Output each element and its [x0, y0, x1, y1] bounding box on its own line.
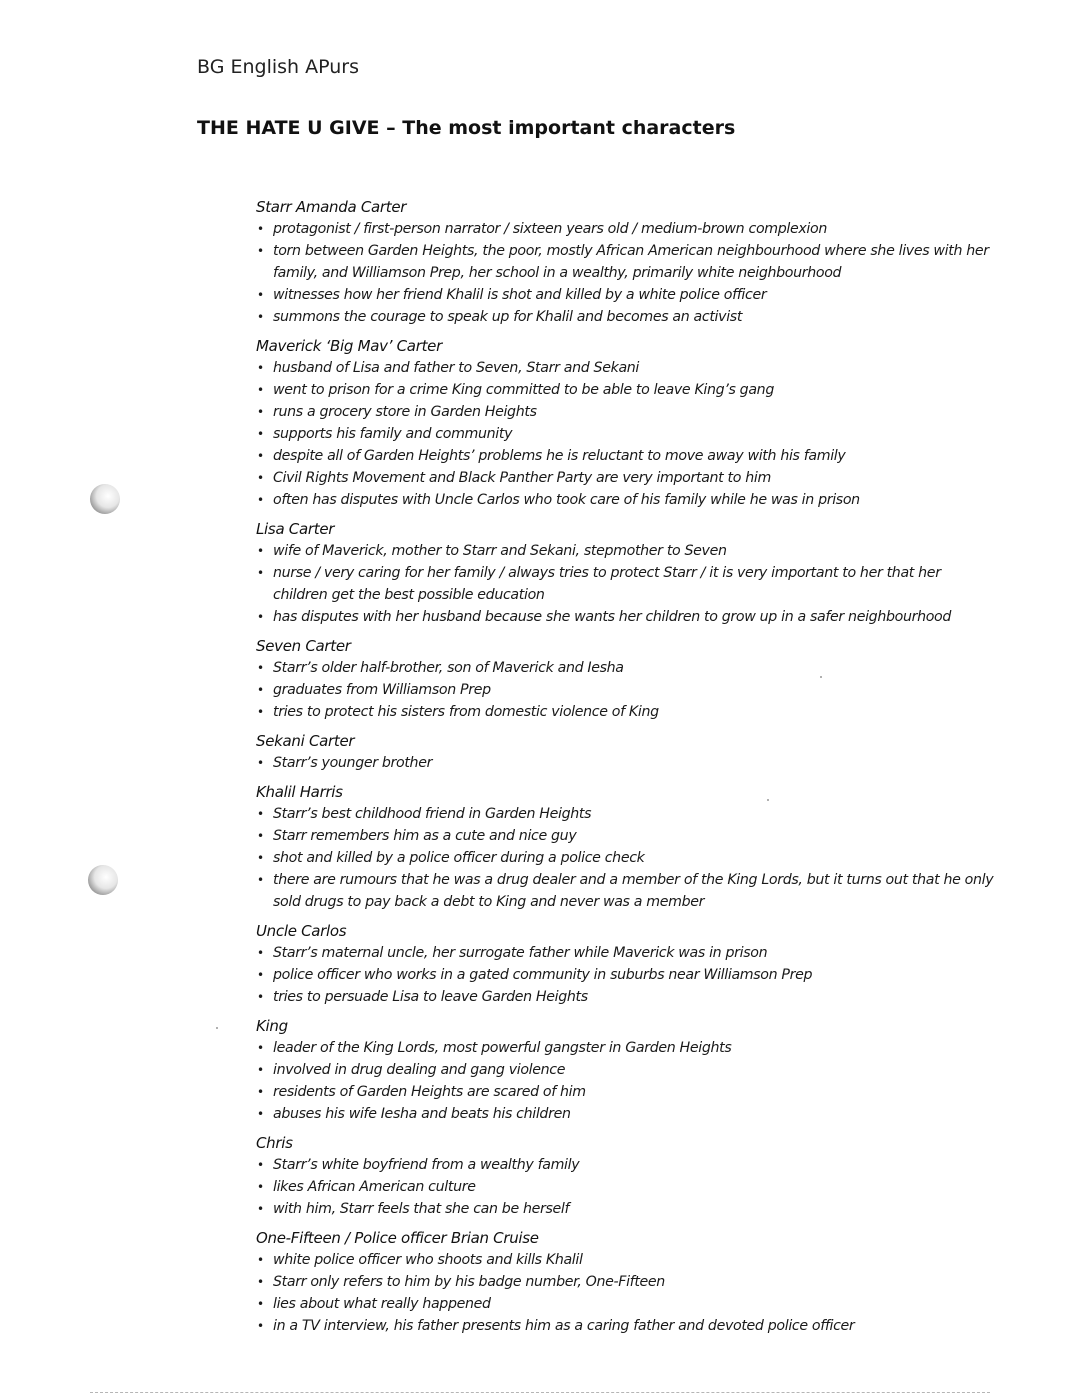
- bullet-icon: •: [257, 661, 264, 675]
- bullet-icon: •: [257, 405, 264, 419]
- bullet-icon: •: [257, 383, 264, 397]
- character-section: [256, 635, 996, 723]
- character-name: King: [256, 1017, 288, 1035]
- trait-item: [256, 1154, 996, 1176]
- trait-text: white police officer who shoots and kills Khalil: [273, 1252, 583, 1268]
- character-name: Lisa Carter: [256, 520, 335, 538]
- scan-speck: [820, 676, 822, 678]
- trait-text: protagonist / first-person narrator / sixteen years old / medium-brown complexion: [273, 221, 827, 237]
- trait-item: [256, 218, 996, 240]
- bullet-icon: •: [257, 946, 264, 960]
- bullet-icon: •: [257, 1297, 264, 1311]
- trait-item: [256, 562, 996, 606]
- trait-text: torn between Garden Heights, the poor, mostly African American neighbourhood where she lives with her family, and Williamson Prep, her school in a wealthy, primarily white neighbourhood: [273, 243, 989, 281]
- bullet-icon: •: [257, 968, 264, 982]
- trait-text: Civil Rights Movement and Black Panther Party are very important to him: [273, 470, 771, 486]
- trait-item: [256, 1271, 996, 1293]
- bullet-icon: •: [257, 566, 264, 580]
- trait-list: [256, 803, 996, 913]
- trait-text: tries to protect his sisters from domestic violence of King: [273, 704, 659, 720]
- bullet-icon: •: [257, 1041, 264, 1055]
- bullet-icon: •: [257, 1319, 264, 1333]
- character-name: Khalil Harris: [256, 783, 343, 801]
- character-name: Chris: [256, 1134, 293, 1152]
- bullet-icon: •: [257, 1107, 264, 1121]
- trait-text: Starr only refers to him by his badge number, One-Fifteen: [273, 1274, 665, 1290]
- character-section: [256, 920, 996, 1008]
- trait-text: police officer who works in a gated community in suburbs near Williamson Prep: [273, 967, 813, 983]
- trait-text: nurse / very caring for her family / always tries to protect Starr / it is very important to her that her children get the best possible education: [273, 565, 941, 603]
- bullet-icon: •: [257, 449, 264, 463]
- trait-item: [256, 489, 996, 511]
- trait-text: wife of Maverick, mother to Starr and Sekani, stepmother to Seven: [273, 543, 727, 559]
- trait-item: [256, 964, 996, 986]
- character-name: Starr Amanda Carter: [256, 198, 407, 216]
- character-section: [256, 1227, 996, 1337]
- trait-text: Starr’s maternal uncle, her surrogate father while Maverick was in prison: [273, 945, 768, 961]
- trait-text: lies about what really happened: [273, 1296, 491, 1312]
- trait-item: [256, 306, 996, 328]
- trait-item: [256, 847, 996, 869]
- trait-item: [256, 986, 996, 1008]
- trait-item: [256, 379, 996, 401]
- trait-text: Starr’s younger brother: [273, 755, 433, 771]
- trait-list: [256, 540, 996, 628]
- trait-text: there are rumours that he was a drug dealer and a member of the King Lords, but it turns out that he only sold drugs to pay back a debt to King and never was a member: [273, 872, 994, 910]
- bullet-icon: •: [257, 1180, 264, 1194]
- character-name: Sekani Carter: [256, 732, 355, 750]
- trait-item: [256, 445, 996, 467]
- trait-text: with him, Starr feels that she can be herself: [273, 1201, 570, 1217]
- trait-item: [256, 423, 996, 445]
- course-label: BG English APurs: [197, 56, 359, 78]
- trait-item: [256, 1198, 996, 1220]
- bullet-icon: •: [257, 544, 264, 558]
- trait-text: supports his family and community: [273, 426, 513, 442]
- character-name: Maverick ‘Big Mav’ Carter: [256, 337, 442, 355]
- trait-item: [256, 657, 996, 679]
- trait-text: residents of Garden Heights are scared of him: [273, 1084, 586, 1100]
- bottom-rule: [90, 1392, 990, 1393]
- trait-text: went to prison for a crime King committed to be able to leave King’s gang: [273, 382, 774, 398]
- trait-item: [256, 1176, 996, 1198]
- bullet-icon: •: [257, 288, 264, 302]
- trait-item: [256, 467, 996, 489]
- trait-item: [256, 1037, 996, 1059]
- bullet-icon: •: [257, 756, 264, 770]
- bullet-icon: •: [257, 1085, 264, 1099]
- trait-item: [256, 803, 996, 825]
- trait-item: [256, 1103, 996, 1125]
- trait-item: [256, 942, 996, 964]
- bullet-icon: •: [257, 1275, 264, 1289]
- character-section: [256, 196, 996, 328]
- trait-item: [256, 1293, 996, 1315]
- character-section: [256, 1015, 996, 1125]
- character-section: [256, 335, 996, 511]
- trait-text: shot and killed by a police officer during a police check: [273, 850, 645, 866]
- trait-list: [256, 357, 996, 511]
- character-name: Uncle Carlos: [256, 922, 347, 940]
- trait-item: [256, 284, 996, 306]
- trait-item: [256, 606, 996, 628]
- trait-text: likes African American culture: [273, 1179, 476, 1195]
- trait-item: [256, 1081, 996, 1103]
- trait-item: [256, 540, 996, 562]
- trait-item: [256, 240, 996, 284]
- trait-text: Starr’s older half-brother, son of Maverick and Iesha: [273, 660, 624, 676]
- trait-list: [256, 1154, 996, 1220]
- trait-item: [256, 752, 996, 774]
- character-section: [256, 1132, 996, 1220]
- trait-text: often has disputes with Uncle Carlos who took care of his family while he was in prison: [273, 492, 860, 508]
- trait-text: summons the courage to speak up for Khalil and becomes an activist: [273, 309, 743, 325]
- page-title: THE HATE U GIVE – The most important characters: [197, 117, 736, 139]
- bullet-icon: •: [257, 1253, 264, 1267]
- trait-item: [256, 401, 996, 423]
- trait-list: [256, 942, 996, 1008]
- trait-text: runs a grocery store in Garden Heights: [273, 404, 537, 420]
- trait-list: [256, 218, 996, 328]
- bullet-icon: •: [257, 1202, 264, 1216]
- bullet-icon: •: [257, 361, 264, 375]
- trait-text: in a TV interview, his father presents him as a caring father and devoted police officer: [273, 1318, 855, 1334]
- trait-text: Starr remembers him as a cute and nice guy: [273, 828, 577, 844]
- trait-text: Starr’s white boyfriend from a wealthy family: [273, 1157, 580, 1173]
- character-name: One-Fifteen / Police officer Brian Cruise: [256, 1229, 539, 1247]
- trait-list: [256, 657, 996, 723]
- bullet-icon: •: [257, 427, 264, 441]
- bullet-icon: •: [257, 1158, 264, 1172]
- scan-speck: [767, 799, 769, 801]
- bullet-icon: •: [257, 493, 264, 507]
- bullet-icon: •: [257, 990, 264, 1004]
- punch-hole: [90, 484, 120, 514]
- trait-item: [256, 1249, 996, 1271]
- bullet-icon: •: [257, 471, 264, 485]
- trait-item: [256, 1059, 996, 1081]
- bullet-icon: •: [257, 807, 264, 821]
- trait-text: abuses his wife Iesha and beats his children: [273, 1106, 571, 1122]
- trait-item: [256, 357, 996, 379]
- trait-text: Starr’s best childhood friend in Garden Heights: [273, 806, 592, 822]
- scan-speck: [216, 1027, 218, 1029]
- bullet-icon: •: [257, 683, 264, 697]
- character-section: [256, 781, 996, 913]
- bullet-icon: •: [257, 851, 264, 865]
- trait-item: [256, 679, 996, 701]
- bullet-icon: •: [257, 1063, 264, 1077]
- trait-text: graduates from Williamson Prep: [273, 682, 491, 698]
- bullet-icon: •: [257, 705, 264, 719]
- trait-item: [256, 701, 996, 723]
- trait-text: husband of Lisa and father to Seven, Starr and Sekani: [273, 360, 640, 376]
- bullet-icon: •: [257, 610, 264, 624]
- trait-text: tries to persuade Lisa to leave Garden Heights: [273, 989, 588, 1005]
- character-section: [256, 518, 996, 628]
- bullet-icon: •: [257, 222, 264, 236]
- bullet-icon: •: [257, 310, 264, 324]
- bullet-icon: •: [257, 829, 264, 843]
- character-name: Seven Carter: [256, 637, 351, 655]
- trait-list: [256, 1249, 996, 1337]
- punch-hole: [88, 865, 118, 895]
- trait-list: [256, 1037, 996, 1125]
- trait-text: witnesses how her friend Khalil is shot and killed by a white police officer: [273, 287, 767, 303]
- trait-item: [256, 1315, 996, 1337]
- character-list: [256, 196, 996, 1344]
- trait-text: has disputes with her husband because she wants her children to grow up in a safer neighbourhood: [273, 609, 952, 625]
- bullet-icon: •: [257, 873, 264, 887]
- trait-text: despite all of Garden Heights’ problems he is reluctant to move away with his family: [273, 448, 846, 464]
- trait-item: [256, 869, 996, 913]
- character-section: [256, 730, 996, 774]
- trait-text: leader of the King Lords, most powerful gangster in Garden Heights: [273, 1040, 732, 1056]
- bullet-icon: •: [257, 244, 264, 258]
- trait-item: [256, 825, 996, 847]
- trait-list: [256, 752, 996, 774]
- trait-text: involved in drug dealing and gang violence: [273, 1062, 566, 1078]
